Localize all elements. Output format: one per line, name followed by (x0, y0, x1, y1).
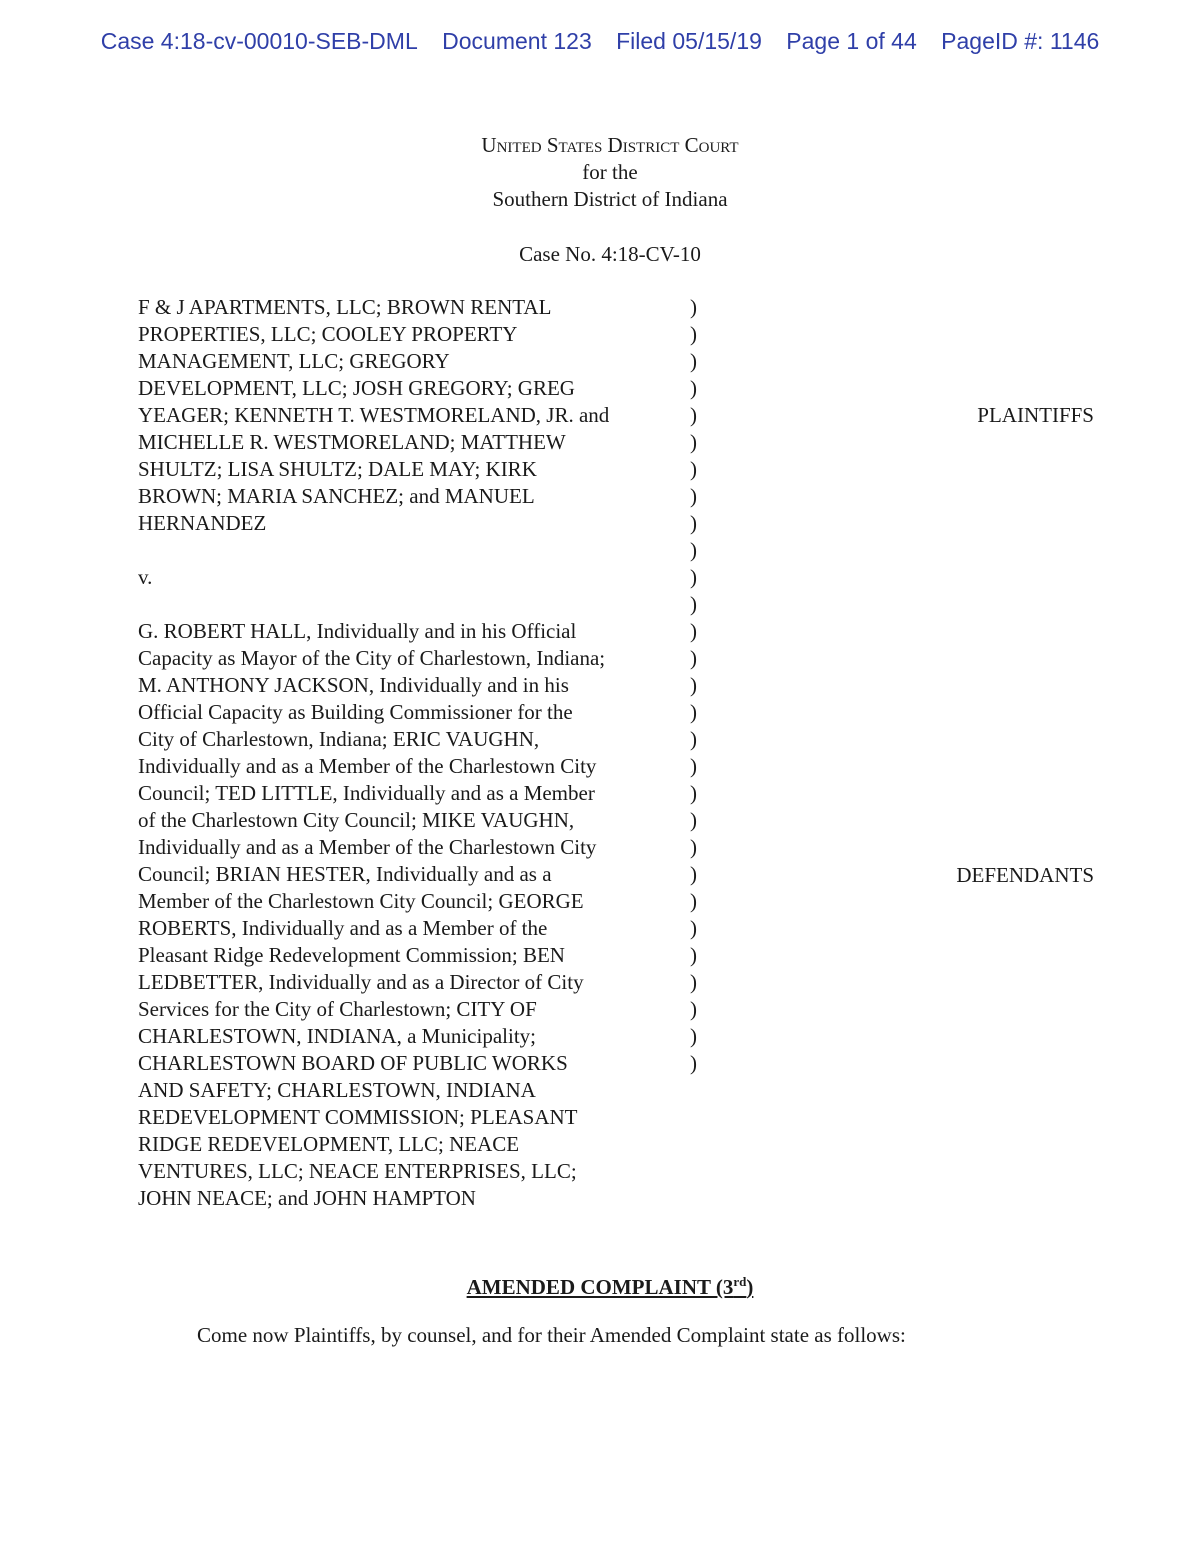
caption-line: PROPERTIES, LLC; COOLEY PROPERTY (138, 322, 518, 346)
intro-paragraph: Come now Plaintiffs, by counsel, and for their Amended Complaint state as follows: (197, 1323, 906, 1347)
caption-line: ROBERTS, Individually and as a Member of the (138, 916, 548, 940)
caption-paren: ) (690, 862, 697, 886)
defendants-label: DEFENDANTS (956, 863, 1094, 887)
caption-paren: ) (690, 484, 697, 508)
ecf-header (0, 26, 1200, 56)
caption-paren: ) (690, 511, 697, 535)
caption-line: CHARLESTOWN BOARD OF PUBLIC WORKS (138, 1051, 568, 1075)
caption-line: LEDBETTER, Individually and as a Director of City (138, 970, 584, 994)
caption-line: G. ROBERT HALL, Individually and in his Official (138, 619, 577, 643)
caption-paren: ) (690, 1051, 697, 1075)
caption-paren: ) (690, 565, 697, 589)
caption-paren: ) (690, 1024, 697, 1048)
caption-line: AND SAFETY; CHARLESTOWN, INDIANA (138, 1078, 536, 1102)
caption-parentheses (690, 294, 710, 1077)
plaintiffs-label: PLAINTIFFS (977, 403, 1094, 427)
caption-paren: ) (690, 619, 697, 643)
caption-paren: ) (690, 700, 697, 724)
caption-line: of the Charlestown City Council; MIKE VAUGHN, (138, 808, 575, 832)
title-main: AMENDED COMPLAINT (3 (466, 1275, 734, 1299)
caption-line: DEVELOPMENT, LLC; JOSH GREGORY; GREG (138, 376, 575, 400)
caption-line: BROWN; MARIA SANCHEZ; and MANUEL (138, 484, 535, 508)
caption-paren: ) (690, 916, 697, 940)
caption-line: REDEVELOPMENT COMMISSION; PLEASANT (138, 1105, 578, 1129)
header-document-number: Document 123 (442, 28, 592, 54)
header-page-id: PageID #: 1146 (941, 28, 1100, 54)
caption-line: Member of the Charlestown City Council; GEORGE (138, 889, 584, 913)
caption-line: Council; BRIAN HESTER, Individually and as a (138, 862, 552, 886)
caption-paren: ) (690, 349, 697, 373)
caption-line: Individually and as a Member of the Charlestown City (138, 835, 597, 859)
caption-line: City of Charlestown, Indiana; ERIC VAUGHN, (138, 727, 540, 751)
caption-line: HERNANDEZ (138, 511, 267, 535)
caption-paren: ) (690, 673, 697, 697)
caption-line: F & J APARTMENTS, LLC; BROWN RENTAL (138, 295, 552, 319)
court-heading (0, 132, 1200, 213)
caption-line: Council; TED LITTLE, Individually and as a Member (138, 781, 595, 805)
case-caption-parties (138, 294, 678, 1212)
caption-paren: ) (690, 970, 697, 994)
title-close: ) (746, 1275, 754, 1299)
caption-line: Capacity as Mayor of the City of Charlestown, Indiana; (138, 646, 606, 670)
title-superscript: rd (733, 1274, 747, 1289)
caption-line: JOHN NEACE; and JOHN HAMPTON (138, 1186, 476, 1210)
caption-paren: ) (690, 457, 697, 481)
caption-paren: ) (690, 889, 697, 913)
caption-line: Official Capacity as Building Commissioner for the (138, 700, 573, 724)
caption-paren: ) (690, 835, 697, 859)
caption-paren: ) (690, 376, 697, 400)
caption-paren: ) (690, 808, 697, 832)
document-title (0, 1268, 1200, 1301)
caption-paren: ) (690, 997, 697, 1021)
caption-paren: ) (690, 295, 697, 319)
caption-paren: ) (690, 727, 697, 751)
caption-line: SHULTZ; LISA SHULTZ; DALE MAY; KIRK (138, 457, 537, 481)
caption-paren: ) (690, 754, 697, 778)
caption-line (138, 591, 678, 618)
caption-line: Pleasant Ridge Redevelopment Commission; BEN (138, 943, 565, 967)
caption-line: Individually and as a Member of the Charlestown City (138, 754, 597, 778)
caption-line (138, 537, 678, 564)
caption-line: CHARLESTOWN, INDIANA, a Municipality; (138, 1024, 536, 1048)
caption-paren: ) (690, 943, 697, 967)
caption-line: MICHELLE R. WESTMORELAND; MATTHEW (138, 430, 566, 454)
caption-line: MANAGEMENT, LLC; GREGORY (138, 349, 450, 373)
caption-paren: ) (690, 781, 697, 805)
caption-paren: ) (690, 430, 697, 454)
header-filed-date: Filed 05/15/19 (616, 28, 762, 54)
caption-paren: ) (690, 592, 697, 616)
caption-line: M. ANTHONY JACKSON, Individually and in his (138, 673, 569, 697)
caption-paren: ) (690, 538, 697, 562)
header-case-number: Case 4:18-cv-00010-SEB-DML (100, 28, 418, 54)
header-page-count: Page 1 of 44 (786, 28, 917, 54)
court-name: United States District Court (481, 133, 739, 157)
court-district: Southern District of Indiana (492, 187, 728, 211)
caption-line: VENTURES, LLC; NEACE ENTERPRISES, LLC; (138, 1159, 577, 1183)
caption-line: v. (138, 565, 153, 589)
caption-paren: ) (690, 322, 697, 346)
caption-line: RIDGE REDEVELOPMENT, LLC; NEACE (138, 1132, 520, 1156)
caption-paren: ) (690, 403, 697, 427)
case-number: Case No. 4:18-CV-10 (519, 242, 701, 266)
caption-line: YEAGER; KENNETH T. WESTMORELAND, JR. and (138, 403, 610, 427)
caption-line: Services for the City of Charlestown; CITY OF (138, 997, 537, 1021)
caption-paren: ) (690, 646, 697, 670)
court-for: for the (582, 160, 638, 184)
